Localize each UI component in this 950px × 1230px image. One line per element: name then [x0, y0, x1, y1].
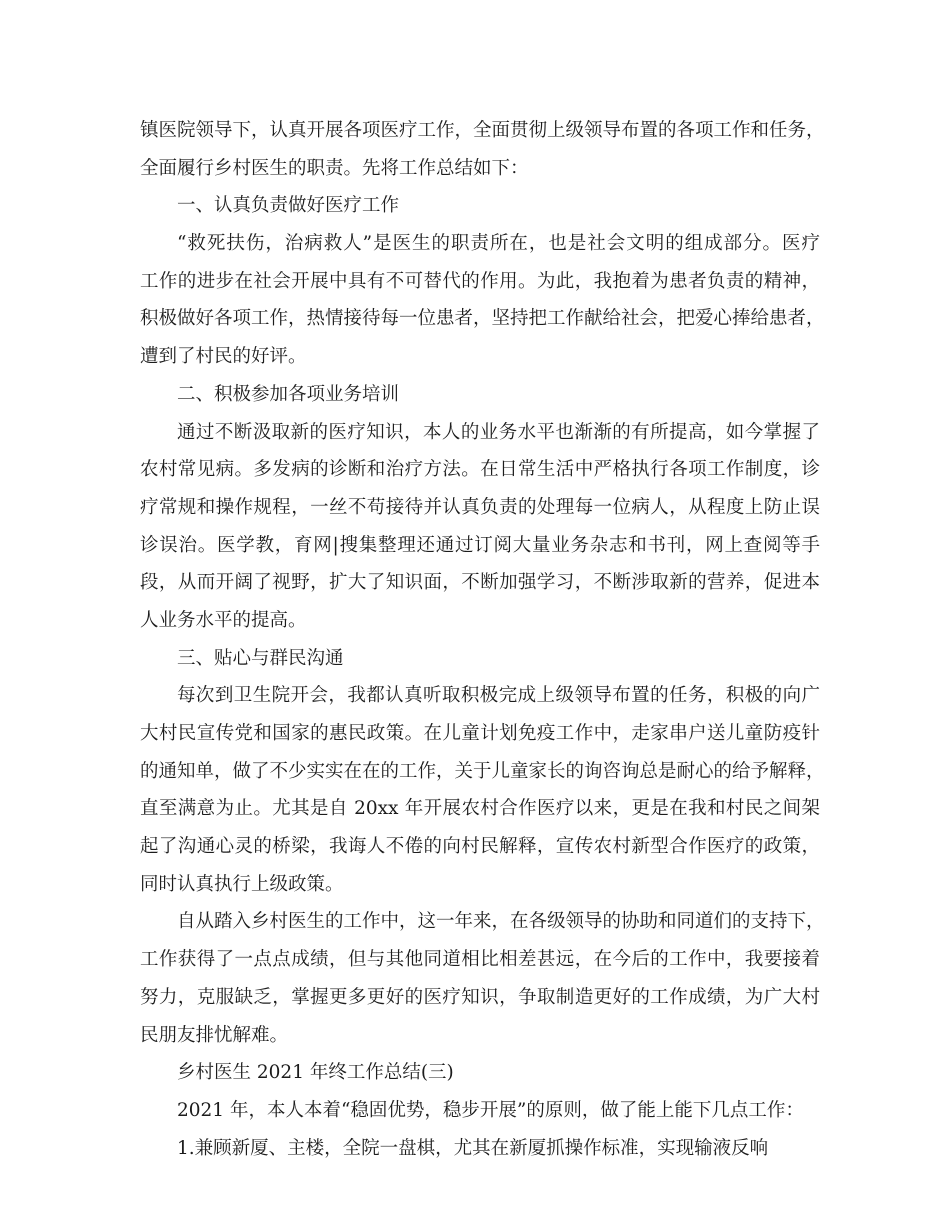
text-line: 努力，克服缺乏，掌握更多更好的医疗知识，争取制造更好的工作成绩，为广大村: [140, 986, 820, 1008]
text-line: 积极做好各项工作，热情接待每一位患者，坚持把工作献给社会，把爱心捧给患者，: [140, 308, 825, 330]
text-line: 民朋友排忧解难。: [140, 1024, 289, 1046]
text-line: 三、贴心与群民沟通: [177, 647, 344, 669]
text-line: 工作的进步在社会开展中具有不可替代的作用。为此，我抱着为患者负责的精神，: [140, 270, 820, 292]
text-line: 诊误治。医学教，育网|搜集整理还通过订阅大量业务杂志和书刊，网上查阅等手: [140, 534, 820, 556]
text-line: 直至满意为止。尤其是自 20xx 年开展农村合作医疗以来，更是在我和村民之间架: [140, 798, 820, 820]
text-line: 镇医院领导下，认真开展各项医疗工作，全面贯彻上级领导布置的各项工作和任务，: [140, 120, 825, 141]
text-line: 工作获得了一点点成绩，但与其他同道相比相差甚远，在今后的工作中，我要接着: [140, 949, 820, 971]
text-line: 大村民宣传党和国家的惠民政策。在儿童计划免疫工作中，走家串户送儿童防疫针: [140, 723, 820, 744]
text-line: 乡村医生 2021 年终工作总结(三): [177, 1062, 454, 1084]
text-line: 遭到了村民的好评。: [140, 346, 307, 368]
text-line: 通过不断汲取新的医疗知识，本人的业务水平也渐渐的有所提高，如今掌握了: [177, 421, 820, 443]
text-line: 起了沟通心灵的桥梁，我诲人不倦的向村民解释，宣传农村新型合作医疗的政策，: [140, 836, 820, 858]
text-line: 农村常见病。多发病的诊断和治疗方法。在日常生活中严格执行各项工作制度，诊: [140, 459, 820, 481]
text-line: 疗常规和操作规程，一丝不苟接待并认真负责的处理每一位病人，从程度上防止误: [140, 496, 820, 518]
text-line: 每次到卫生院开会，我都认真听取积极完成上级领导布置的任务，积极的向广: [177, 685, 820, 707]
text-line: 全面履行乡村医生的职责。先将工作总结如下：: [140, 157, 529, 179]
text-line: 自从踏入乡村医生的工作中，这一年来，在各级领导的协助和同道们的支持下，: [177, 911, 825, 933]
text-line: “救死扶伤，治病救人”是医生的职责所在，也是社会文明的组成部分。医疗: [177, 233, 820, 255]
text-line: 1.兼顾新厦、主楼，全院一盘棋，尤其在新厦抓操作标准，实现输液反响: [177, 1137, 769, 1159]
text-line: 同时认真执行上级政策。: [140, 873, 344, 895]
text-line: 2021 年，本人本着“稳固优势，稳步开展”的原则，做了能上能下几点工作：: [177, 1099, 804, 1121]
document-body: [140, 112, 825, 1167]
text-line: 人业务水平的提高。: [140, 609, 307, 631]
text-line: 段，从而开阔了视野，扩大了知识面，不断加强学习，不断涉取新的营养，促进本: [140, 572, 820, 594]
text-line: 的通知单，做了不少实实在在的工作，关于儿童家长的询咨询总是耐心的给予解释，: [140, 760, 825, 782]
text-line: 二、积极参加各项业务培训: [177, 383, 400, 405]
text-line: 一、认真负责做好医疗工作: [177, 195, 400, 217]
